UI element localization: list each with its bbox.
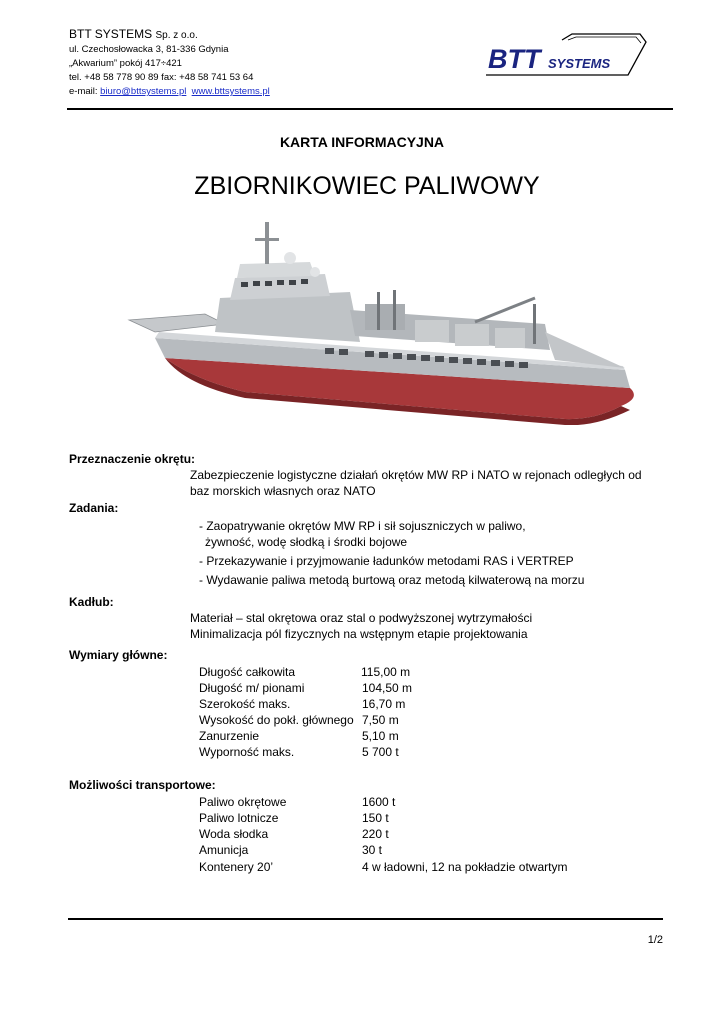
- dimensions-label: Wymiary główne:: [69, 648, 168, 662]
- transport-value: 30 t: [362, 843, 383, 857]
- website-link[interactable]: www.bttsystems.pl: [191, 86, 270, 97]
- company-building: „Akwarium” pokój 417÷421: [69, 58, 182, 69]
- dimension-value: 104,50 m: [362, 681, 413, 695]
- logo-sub-text: SYSTEMS: [548, 56, 611, 71]
- dimension-name: Wyporność maks.: [199, 745, 295, 759]
- company-name: BTT SYSTEMS Sp. z o.o.: [69, 27, 198, 41]
- dimension-value: 16,70 m: [362, 697, 406, 711]
- company-address: ul. Czechosłowacka 3, 81-336 Gdynia: [69, 44, 229, 55]
- dimension-name: Zanurzenie: [199, 729, 260, 743]
- transport-name: Paliwo okrętowe: [199, 795, 287, 809]
- transport-name: Woda słodka: [199, 827, 269, 841]
- company-phone: tel. +48 58 778 90 89 fax: +48 58 741 53 64: [69, 72, 254, 83]
- transport-name: Paliwo lotnicze: [199, 811, 279, 825]
- header-divider: [67, 108, 673, 110]
- transport-value: 1600 t: [362, 795, 396, 809]
- dimension-name: Szerokość maks.: [199, 697, 291, 711]
- dimension-name: Długość m/ pionami: [199, 681, 305, 695]
- dimension-value: 5 700 t: [362, 745, 399, 759]
- transport-name: Amunicja: [199, 843, 249, 857]
- btt-logo: [478, 31, 650, 83]
- hull-text-line2: Minimalizacja pól fizycznych na wstępnym etapie projektowania: [190, 627, 528, 641]
- dimension-value: 7,50 m: [362, 713, 399, 727]
- dimension-name: Długość całkowita: [199, 665, 296, 679]
- task-item: - Zaopatrywanie okrętów MW RP i sił sojuszniczych w paliwo,: [199, 519, 526, 533]
- transport-value: 4 w ładowni, 12 na pokładzie otwartym: [362, 860, 568, 874]
- document-title: ZBIORNIKOWIEC PALIWOWY: [194, 172, 540, 200]
- hull-text-line1: Materiał – stal okrętowa oraz stal o podwyższonej wytrzymałości: [190, 611, 533, 625]
- email-link[interactable]: biuro@bttsystems.pl: [100, 86, 187, 97]
- dimension-value: 115,00 m: [361, 665, 411, 679]
- task-item-continuation: żywność, wodę słodką i środki bojowe: [205, 535, 408, 549]
- task-item: - Przekazywanie i przyjmowanie ładunków metodami RAS i VERTREP: [199, 554, 574, 568]
- dimension-name: Wysokość do pokł. głównego: [199, 713, 354, 727]
- hull-label: Kadłub:: [69, 595, 114, 609]
- purpose-text-line1: Zabezpieczenie logistyczne działań okrętów MW RP i NATO w rejonach odległych od: [190, 468, 642, 482]
- ship-illustration: [125, 220, 645, 425]
- page-number: 1/2: [647, 934, 663, 946]
- task-item: - Wydawanie paliwa metodą burtową oraz metodą kilwaterową na morzu: [199, 573, 585, 587]
- dimension-value: 5,10 m: [362, 729, 399, 743]
- transport-label: Możliwości transportowe:: [69, 778, 216, 792]
- purpose-text-line2: baz morskich własnych oraz NATO: [190, 484, 376, 498]
- footer-divider: [68, 918, 663, 920]
- transport-value: 220 t: [362, 827, 389, 841]
- company-header: [69, 27, 270, 99]
- tasks-label: Zadania:: [69, 501, 119, 515]
- logo-main-text: BTT: [488, 44, 541, 74]
- card-title: KARTA INFORMACYJNA: [279, 134, 445, 150]
- transport-value: 150 t: [362, 811, 389, 825]
- transport-name: Kontenery 20’: [199, 860, 274, 874]
- purpose-label: Przeznaczenie okrętu:: [69, 452, 196, 466]
- company-contact: e-mail: biuro@bttsystems.pl www.bttsystems.pl: [69, 86, 270, 97]
